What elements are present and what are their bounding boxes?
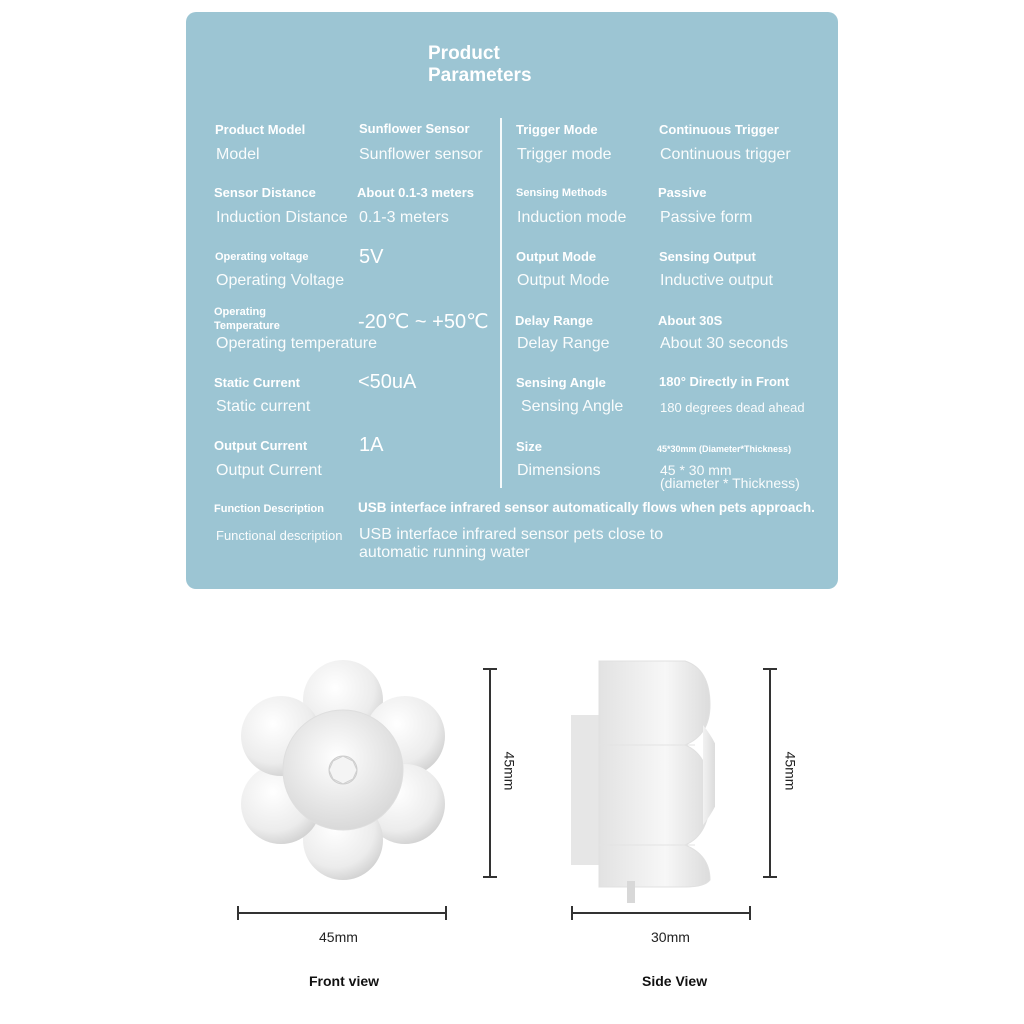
param-sub-value: Passive form — [660, 209, 753, 226]
function-label: Function Description — [214, 503, 324, 515]
front-height-tick-bottom — [483, 876, 497, 878]
param-sub-label: Static current — [216, 398, 311, 415]
param-sub-label: Dimensions — [517, 462, 601, 479]
param-value: 1A — [359, 434, 384, 456]
param-value: -20℃ ~ +50℃ — [358, 311, 489, 333]
side-width-label: 30mm — [651, 929, 690, 945]
param-label-line-1: Operating — [214, 306, 266, 318]
front-width-label: 45mm — [319, 929, 358, 945]
side-width-tick-left — [571, 906, 573, 920]
param-sub-label: Operating Voltage — [216, 272, 345, 289]
param-sub-value: Inductive output — [660, 272, 773, 289]
title-line-2: Parameters — [428, 65, 532, 86]
title-line-1: Product — [428, 43, 500, 64]
front-height-tick-top — [483, 668, 497, 670]
param-sub-label: Sensing Angle — [521, 398, 624, 415]
param-sub-label: Delay Range — [517, 335, 610, 352]
side-view-caption: Side View — [642, 973, 708, 989]
param-sub-value: 0.1-3 meters — [359, 209, 449, 226]
param-label: Sensor Distance — [214, 185, 316, 200]
param-sub-label: Trigger mode — [517, 146, 612, 163]
function-sub-value: USB interface infrared sensor pets close to automatic running water — [359, 526, 664, 561]
param-value: About 0.1-3 meters — [357, 185, 475, 200]
param-label: Static Current — [214, 375, 300, 390]
param-label: Product Model — [215, 122, 306, 137]
param-sub-value: About 30 seconds — [660, 335, 789, 352]
side-height-line — [769, 668, 771, 878]
param-value: Sunflower Sensor — [359, 121, 470, 136]
param-sub-value: 180 degrees dead ahead — [660, 400, 805, 415]
param-label-line-2: Temperature — [214, 320, 280, 332]
front-width-tick-right — [445, 906, 447, 920]
side-width-tick-right — [749, 906, 751, 920]
param-value: Passive — [658, 185, 707, 200]
front-width-line — [237, 912, 447, 914]
param-sub-label: Output Mode — [517, 272, 610, 289]
function-value: USB interface infrared sensor automatically flows when pets approach. — [358, 500, 815, 515]
front-height-label: 45mm — [501, 751, 518, 791]
param-value: Continuous Trigger — [659, 122, 779, 137]
front-width-tick-left — [237, 906, 239, 920]
param-sub-label: Output Current — [216, 462, 322, 479]
param-label: Output Current — [214, 438, 308, 453]
function-sub-label: Functional description — [216, 528, 343, 543]
param-sub-value: Sunflower sensor — [359, 146, 483, 163]
param-label: Operating voltage — [215, 251, 309, 263]
param-sub-label: Model — [216, 146, 260, 163]
param-label: Trigger Mode — [516, 122, 598, 137]
front-height-line — [489, 668, 491, 878]
side-width-line — [571, 912, 751, 914]
side-height-tick-top — [763, 668, 777, 670]
param-label: Delay Range — [515, 313, 594, 328]
column-divider — [500, 118, 502, 488]
param-value: 5V — [359, 246, 384, 268]
param-value: About 30S — [658, 313, 723, 328]
param-value: 45*30mm (Diameter*Thickness) — [657, 444, 792, 454]
param-label: Sensing Methods — [516, 187, 608, 199]
param-sub-value-line-1: 45 * 30 mm — [660, 462, 732, 478]
side-view-sensor-icon — [565, 655, 715, 905]
param-label: Output Mode — [516, 249, 597, 264]
param-value: Sensing Output — [659, 249, 756, 264]
param-label: Sensing Angle — [516, 375, 606, 390]
param-sub-label: Induction mode — [517, 209, 627, 226]
side-height-tick-bottom — [763, 876, 777, 878]
panel-title — [428, 43, 532, 87]
param-sub-label: Operating temperature — [216, 335, 377, 352]
front-view-flower-icon — [225, 650, 465, 890]
front-view-caption: Front view — [309, 973, 380, 989]
param-label: Size — [516, 439, 543, 454]
param-sub-label: Induction Distance — [216, 209, 348, 226]
param-value: 180° Directly in Front — [659, 374, 790, 389]
side-height-label: 45mm — [782, 751, 799, 791]
param-sub-value-line-2: (diameter * Thickness) — [660, 475, 800, 491]
param-sub-value: Continuous trigger — [660, 146, 791, 163]
param-value: <50uA — [358, 371, 417, 393]
